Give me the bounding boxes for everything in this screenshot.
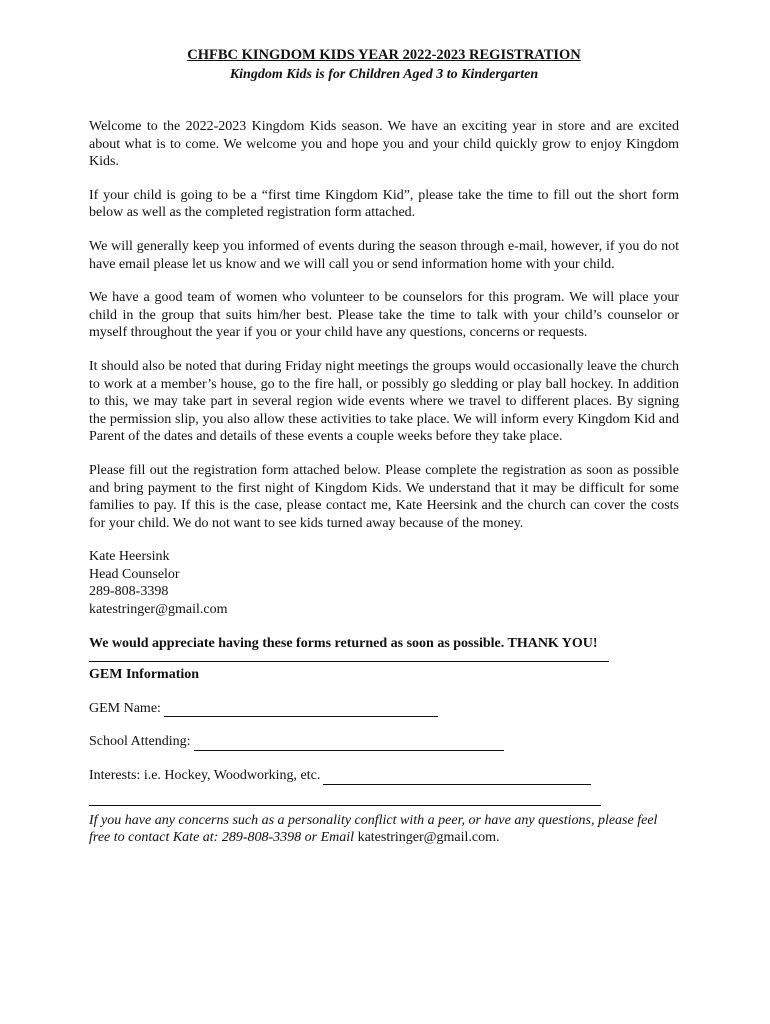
- interests-field: [89, 767, 679, 785]
- section-divider: [89, 652, 609, 662]
- paragraph-first-time: If your child is going to be a “first time Kingdom Kid”, please take the time to fill out the short form below as well as the completed registration form attached.: [89, 187, 679, 221]
- return-notice: We would appreciate having these forms returned as soon as possible. THANK YOU!: [89, 635, 598, 651]
- page-subtitle: Kingdom Kids is for Children Aged 3 to Kindergarten: [229, 67, 539, 82]
- gem-name-label: GEM Name:: [89, 700, 161, 716]
- paragraph-counselors: We have a good team of women who volunteer to be counselors for this program. We will place your child in the group that suits him/her best. Please take the time to talk with your child’s counselor or myself throughout the year if you or your child have any questions, concerns or requests.: [89, 290, 679, 341]
- footer-note-email: katestringer@gmail.com.: [354, 830, 500, 846]
- paragraph-email: We will generally keep you informed of events during the season through e-mail, however, if you do not have email please let us know and we will call you or send information home with your child.: [89, 238, 679, 272]
- footer-note-text: If you have any concerns such as a personality conflict with a peer, or have any questions, please feel free to contact Kate at: 289-808-3398 or Email: [89, 812, 658, 846]
- school-input[interactable]: [194, 737, 504, 751]
- gem-name-input[interactable]: [164, 703, 438, 717]
- footer-divider: [89, 793, 601, 806]
- document-content: [89, 46, 679, 847]
- paragraph-activities: It should also be noted that during Friday night meetings the groups would occasionally leave the church to work at a member’s house, go to the fire hall, or possibly go sledding or play ball hockey. In addition to this, we may take part in several region wide events where we travel to different places. By signing the permission slip, you also allow these activities to take place. We will inform every Kingdom Kid and Parent of the dates and details of these events a couple weeks before they take place.: [89, 358, 679, 445]
- school-label: School Attending:: [89, 734, 191, 750]
- gem-section-title: GEM Information: [89, 667, 200, 683]
- footer-note: [89, 812, 679, 847]
- interests-input[interactable]: [323, 771, 591, 785]
- interests-label: Interests: i.e. Hockey, Woodworking, etc.: [89, 768, 321, 784]
- paragraph-registration: Please fill out the registration form attached below. Please complete the registration as soon as possible and bring payment to the first night of Kingdom Kids. We understand that it may be difficult for some families to pay. If this is the case, please contact me, Kate Heersink and the church can cover the costs for your child. We do not want to see kids turned away because of the money.: [89, 462, 679, 531]
- school-field: [89, 733, 679, 751]
- signature-phone: 289-808-3398: [89, 584, 169, 600]
- paragraph-welcome: Welcome to the 2022-2023 Kingdom Kids season. We have an exciting year in store and are excited about what is to come. We welcome you and hope you and your child quickly grow to enjoy Kingdom Kids.: [89, 119, 679, 170]
- signature-role: Head Counselor: [89, 566, 180, 582]
- signature-email: katestringer@gmail.com: [89, 602, 228, 618]
- signature-block: [89, 548, 679, 618]
- signature-name: Kate Heersink: [89, 549, 170, 565]
- gem-name-field: [89, 700, 679, 718]
- page-title: CHFBC KINGDOM KIDS YEAR 2022-2023 REGISTRATION: [187, 47, 581, 63]
